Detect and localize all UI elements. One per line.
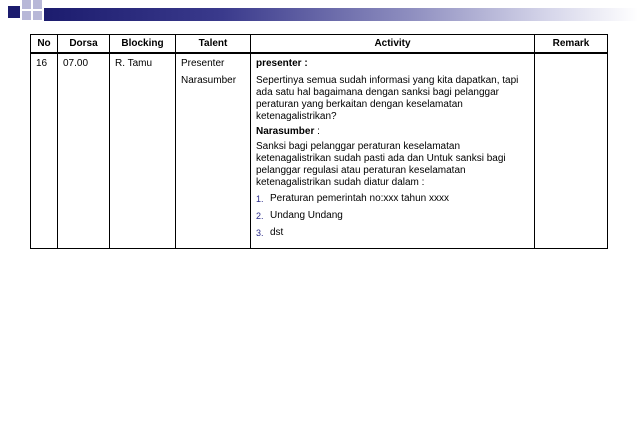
- presenter-text-line: Sepertinya semua sudah informasi yang kita dapatkan, tapi: [256, 75, 519, 86]
- header-no: No: [31, 35, 58, 54]
- narasumber-text-line: pelanggar regulasi atau peraturan keselamatan: [256, 165, 466, 176]
- cell-remark: [535, 53, 608, 249]
- list-text: Undang Undang: [270, 210, 343, 221]
- narasumber-text-line: Sanksi bagi pelanggar peraturan keselamatan: [256, 141, 461, 152]
- lavender-square: [22, 0, 31, 9]
- list-item: [256, 227, 529, 239]
- list-text: dst: [270, 227, 284, 238]
- narasumber-colon: :: [314, 126, 320, 137]
- navy-square: [8, 6, 20, 18]
- header-activity: Activity: [251, 35, 535, 54]
- list-text: Peraturan pemerintah no:xxx tahun xxxx: [270, 193, 449, 204]
- presenter-text-line: ketenagalistrikan?: [256, 111, 337, 122]
- header-row: [31, 35, 608, 54]
- presenter-text-line: peraturan yang berkaitan dengan keselamatan: [256, 99, 463, 110]
- lavender-square: [22, 11, 31, 20]
- script-table: [30, 34, 608, 249]
- list-number: 3.: [256, 228, 264, 238]
- cell-talent: [176, 53, 251, 249]
- header-dorsa: Dorsa: [58, 35, 110, 54]
- cell-no: 16: [31, 53, 58, 249]
- regulation-list: [256, 193, 529, 239]
- presenter-label: presenter :: [256, 58, 308, 69]
- list-item: [256, 210, 529, 222]
- cell-dorsa: 07.00: [58, 53, 110, 249]
- header-talent: Talent: [176, 35, 251, 54]
- talent-narasumber: Narasumber: [181, 75, 237, 86]
- narasumber-label: Narasumber: [256, 126, 315, 137]
- list-number: 1.: [256, 194, 264, 204]
- narasumber-heading: [256, 126, 529, 138]
- cell-activity: [251, 53, 535, 249]
- gradient-bar: [44, 8, 638, 21]
- header-blocking: Blocking: [110, 35, 176, 54]
- narasumber-text-line: ketenagalistrikan sudah diatur dalam :: [256, 177, 425, 188]
- narasumber-text-line: ketenagalistrikan sudah pasti ada dan Untuk sanksi bagi: [256, 153, 506, 164]
- list-number: 2.: [256, 211, 264, 221]
- lavender-square: [33, 11, 42, 20]
- header-remark: Remark: [535, 35, 608, 54]
- table-row: [31, 53, 608, 249]
- cell-blocking: R. Tamu: [110, 53, 176, 249]
- lavender-square: [33, 0, 42, 9]
- talent-presenter: Presenter: [181, 58, 225, 69]
- decorative-header-band: [0, 0, 638, 24]
- presenter-text-line: ada satu hal bagaimana dengan sanksi bagi pelanggar: [256, 87, 499, 98]
- list-item: [256, 193, 529, 205]
